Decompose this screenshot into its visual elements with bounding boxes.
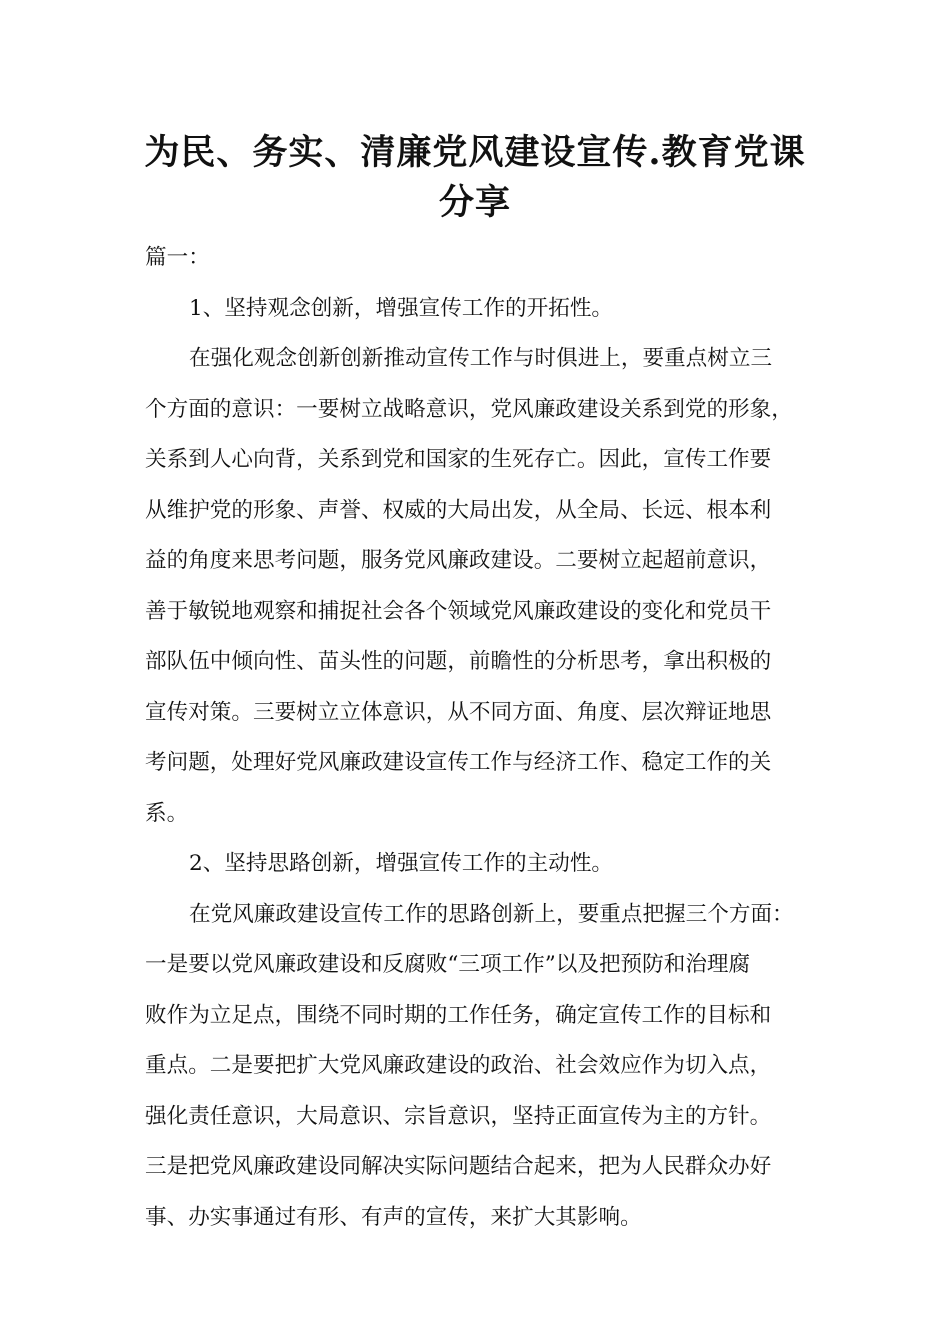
paragraph-line: 部队伍中倾向性、苗头性的问题，前瞻性的分析思考，拿出积极的 [145, 649, 772, 674]
paragraph-line: 关系到人心向背，关系到党和国家的生死存亡。因此，宣传工作要 [145, 447, 772, 472]
paragraph-line: 从维护党的形象、声誉、权威的大局出发，从全局、长远、根本利 [145, 497, 772, 523]
paragraph-line: 在党风廉政建设宣传工作的思路创新上，要重点把握三个方面： [189, 901, 794, 927]
paragraph-line: 考问题，处理好党风廉政建设宣传工作与经济工作、稳定工作的关 [145, 750, 772, 775]
paragraph-line: 一是要以党风廉政建设和反腐败“三项工作”以及把预防和治理腐 [145, 952, 751, 977]
heading-1: 1、坚持观念创新，增强宣传工作的开拓性。 [189, 295, 614, 321]
heading-2: 2、坚持思路创新，增强宣传工作的主动性。 [189, 851, 614, 876]
paragraph-line: 个方面的意识：一要树立战略意识，党风廉政建设关系到党的形象， [145, 396, 793, 422]
paragraph-line: 系。 [145, 800, 189, 826]
section-label: 篇一： [145, 245, 210, 270]
paragraph-line: 三是把党风廉政建设同解决实际问题结合起来，把为人民群众办好 [145, 1154, 772, 1179]
title-line: 分享 [438, 182, 511, 223]
paragraph-line: 强化责任意识，大局意识、宗旨意识，坚持正面宣传为主的方针。 [145, 1103, 772, 1129]
paragraph-line: 在强化观念创新创新推动宣传工作与时俱进上，要重点树立三 [189, 346, 773, 371]
paragraph-line: 事、办实事通过有形、有声的宣传，来扩大其影响。 [145, 1204, 642, 1230]
title-line: 为民、务实、清廉党风建设宣传.教育党课 [144, 132, 806, 173]
document-title [110, 128, 840, 228]
paragraph-line: 败作为立足点，围绕不同时期的工作任务，确定宣传工作的目标和 [145, 1002, 772, 1028]
paragraph-2 [145, 890, 805, 1244]
document-body [145, 233, 805, 1243]
paragraph-line: 益的角度来思考问题，服务党风廉政建设。二要树立起超前意识， [145, 548, 772, 573]
paragraph-line: 重点。二是要把扩大党风廉政建设的政治、社会效应作为切入点， [145, 1053, 772, 1078]
paragraph-line: 善于敏锐地观察和捕捉社会各个领域党风廉政建设的变化和党员干 [145, 598, 772, 624]
paragraph-line: 宣传对策。三要树立立体意识，从不同方面、角度、层次辩证地思 [145, 699, 772, 725]
paragraph-1 [145, 334, 805, 839]
